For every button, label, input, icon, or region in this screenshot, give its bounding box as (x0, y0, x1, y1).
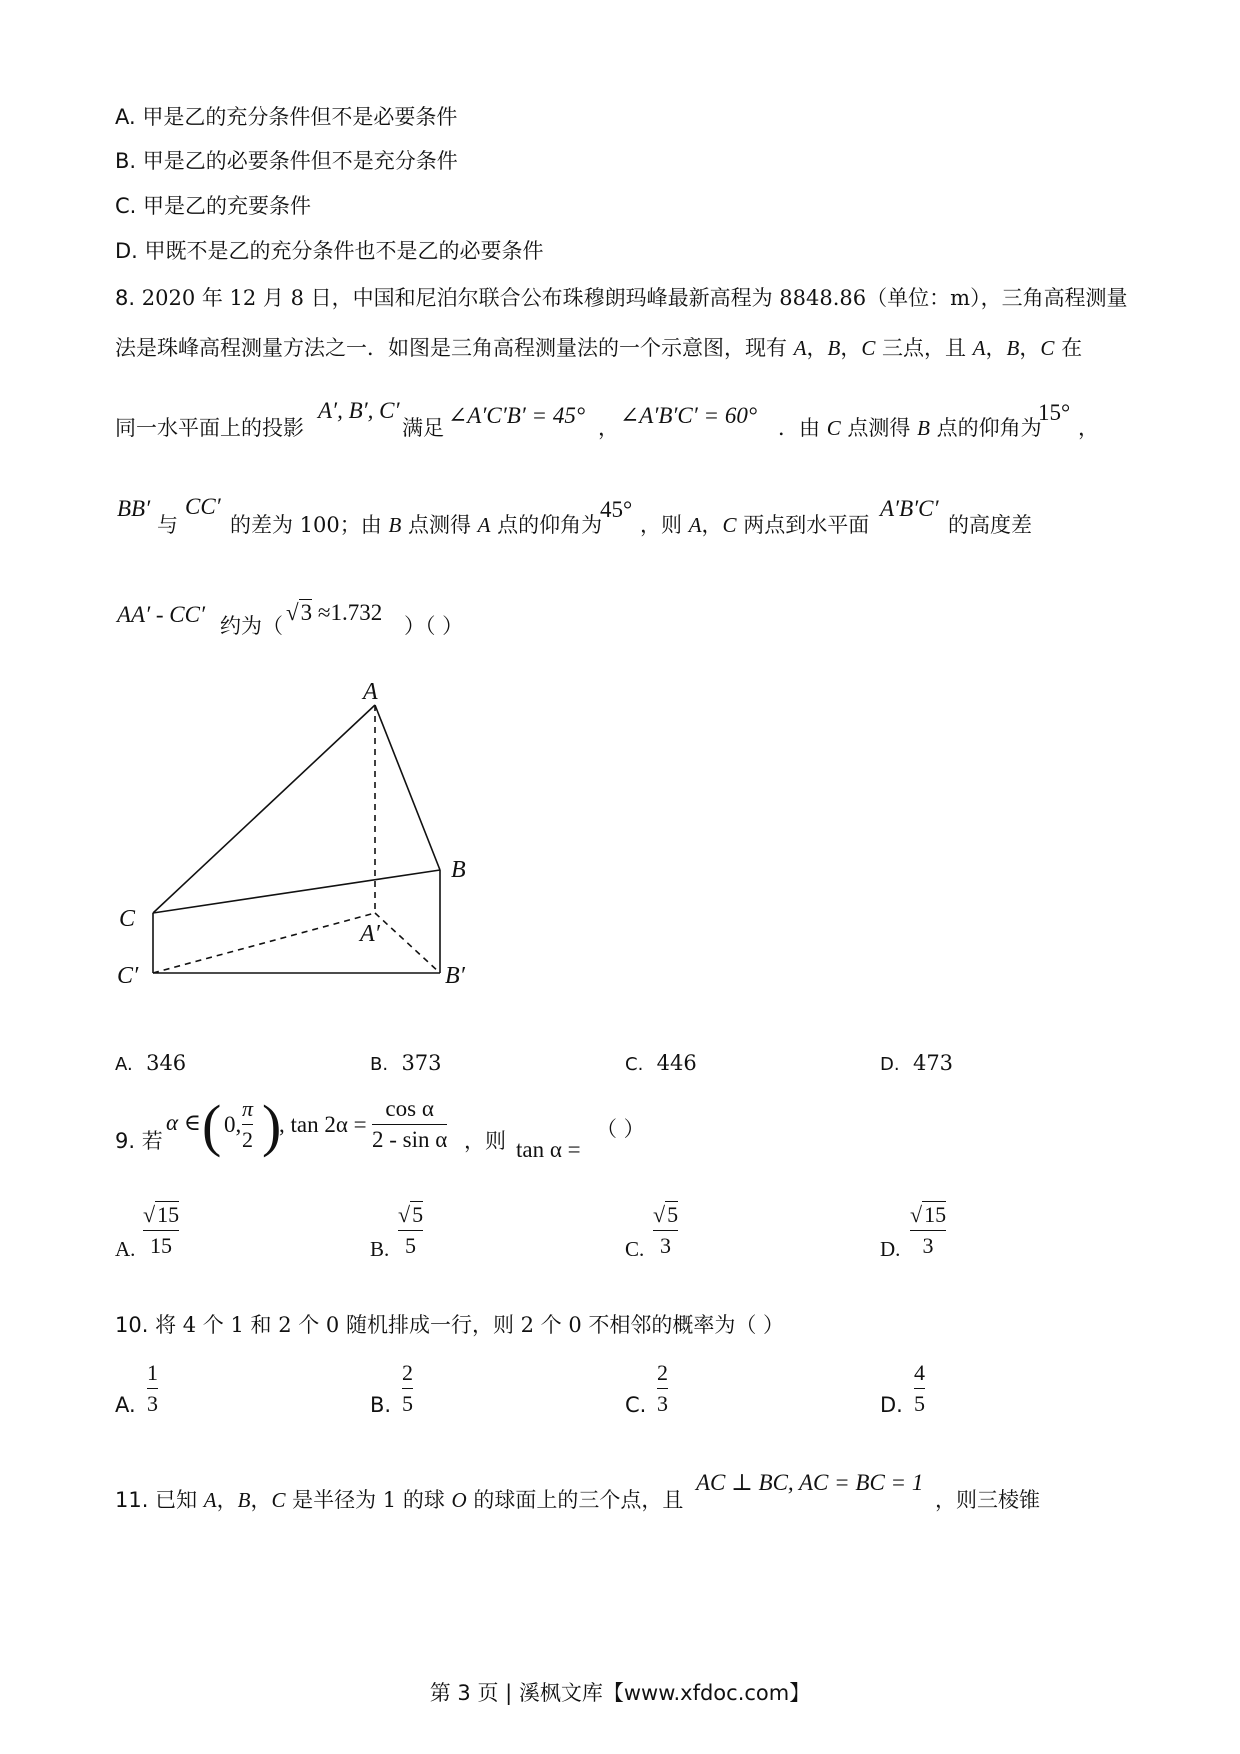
q8-option-d: D. 473 (880, 1051, 954, 1075)
q11-text-d: ，则三棱锥 (935, 1488, 1040, 1512)
q8-angle-1: ∠A′C′B′ = 45° (448, 403, 586, 428)
q9-fraction: cos α 2 - sin α (372, 1096, 448, 1152)
label-a: A (363, 679, 378, 705)
q9-intro: 9. 若 (115, 1129, 163, 1153)
edge-a1b1 (375, 913, 440, 973)
q8-line-3-text-i: ， (1078, 416, 1099, 440)
q8-line-3-text-c: ， (598, 416, 619, 440)
question-number: 11. (115, 1488, 149, 1512)
q8-option-a: A. 346 (115, 1051, 187, 1075)
q8-height-difference: AA′ - CC′ (117, 602, 206, 627)
q9-option-a-value: √15 15 (143, 1202, 180, 1258)
q8-line-2: 法是珠峰高程测量方法之一．如图是三角高程测量法的一个示意图，现有 A，B，C 三点，且 A，B，C 在 (115, 336, 1083, 360)
label-b: B (451, 857, 466, 883)
label-c: C (119, 906, 136, 932)
q9-paren: （ ） (596, 1117, 645, 1141)
q8-line-5-text-b: ）（ ） (404, 614, 464, 638)
q8-elevation-45: 45° (600, 497, 633, 522)
q9-option-c-value: √5 3 (653, 1202, 679, 1258)
q7-option-d: D. 甲既不是乙的充分条件也不是乙的必要条件 (115, 239, 544, 263)
q11-condition: AC ⊥ BC, AC = BC = 1 (696, 1470, 924, 1495)
q8-line-3-text-b: 满足 (402, 416, 444, 440)
q9-ze: ，则 (464, 1129, 506, 1153)
q7-option-b: B. 甲是乙的必要条件但不是充分条件 (115, 149, 458, 173)
q9-option-d-letter: D. (880, 1237, 901, 1261)
q8-prism-figure (105, 665, 485, 1010)
q8-bb: BB′ (117, 496, 151, 521)
q7-option-a: A. 甲是乙的充分条件但不是必要条件 (115, 105, 458, 129)
q8-line-4-text-g: ，则 A，C 两点到水平面 (640, 513, 870, 537)
q8-line-3-text-a: 同一水平面上的投影 (115, 416, 304, 440)
label-c-prime: C′ (117, 963, 139, 989)
q9-right-paren: ) (262, 1093, 282, 1158)
q9-option-b-letter: B. (370, 1237, 390, 1261)
q10-option-d-value: 4 5 (914, 1360, 925, 1416)
q8-sqrt3-approx: √3 ≈1.732 (286, 600, 383, 625)
q8-option-c: C. 446 (625, 1051, 697, 1075)
q10-option-a-letter: A. (115, 1393, 136, 1417)
q9-left-paren: ( (202, 1093, 222, 1158)
q8-elevation-15: 15° (1038, 400, 1071, 425)
question-number: 10. (115, 1313, 149, 1337)
q10-question: 10. 将 4 个 1 和 2 个 0 随机排成一行，则 2 个 0 不相邻的概率为（ ） (115, 1313, 785, 1337)
q8-option-b: B. 373 (370, 1051, 442, 1075)
q10-option-a-value: 1 3 (147, 1360, 158, 1416)
q8-line-4-text-a: 与 (157, 513, 178, 537)
question-number: 9. (115, 1129, 136, 1153)
q8-angle-2: ∠A′B′C′ = 60° (620, 403, 758, 428)
q9-pi-over-2: π 2 (242, 1096, 254, 1152)
q9-tan2a: , tan 2α = (279, 1112, 367, 1137)
q9-alpha-in: α ∈ (166, 1110, 201, 1135)
q9-option-a-letter: A. (115, 1237, 136, 1261)
edge-ab (375, 705, 440, 870)
q8-cc: CC′ (185, 494, 221, 519)
q8-line-3-text-d: ．由 C 点测得 B 点的仰角为 (778, 416, 1042, 440)
q10-option-c-value: 2 3 (657, 1360, 668, 1416)
q9-tan-alpha: tan α = (516, 1137, 581, 1162)
q7-option-c: C. 甲是乙的充要条件 (115, 194, 312, 218)
q8-line-5-text-a: 约为（ (220, 614, 283, 638)
q9-option-b-value: √5 5 (398, 1202, 424, 1258)
q8-line-4-text-b: 的差为 100；由 B 点测得 A 点的仰角为 (230, 513, 603, 537)
q10-option-d-letter: D. (880, 1393, 903, 1417)
q8-plane: A′B′C′ (880, 496, 939, 521)
q8-line-1: 8. 2020 年 12 月 8 日，中国和尼泊尔联合公布珠穆朗玛峰最新高程为 8848.86（单位：m），三角高程测量 (115, 286, 1128, 310)
edge-ac (153, 705, 375, 913)
q8-projection-points: A′, B′, C′ (318, 398, 400, 423)
page-footer: 第 3 页 | 溪枫文库【www.xfdoc.com】 (429, 1681, 811, 1705)
edge-c1a1 (153, 913, 375, 973)
q9-interval-zero: 0, (224, 1112, 242, 1137)
q9-option-d-value: √15 3 (910, 1202, 947, 1258)
label-a-prime: A′ (360, 921, 380, 947)
edge-cb (153, 870, 440, 913)
q8-line-4-text-l: 的高度差 (948, 513, 1032, 537)
q10-option-c-letter: C. (625, 1393, 647, 1417)
q10-option-b-value: 2 5 (402, 1360, 413, 1416)
question-number: 8. (115, 286, 136, 310)
label-b-prime: B′ (445, 963, 465, 989)
q10-option-b-letter: B. (370, 1393, 392, 1417)
q11-text-a: 11. 已知 A，B，C 是半径为 1 的球 O 的球面上的三个点，且 (115, 1488, 684, 1512)
q9-option-c-letter: C. (625, 1237, 645, 1261)
